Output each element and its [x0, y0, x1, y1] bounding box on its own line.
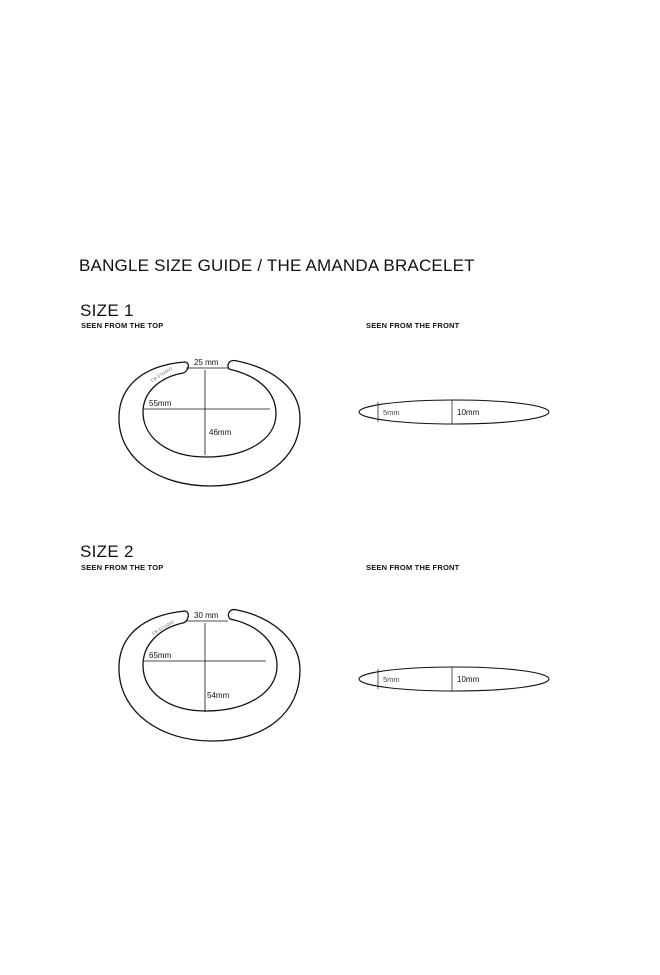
size-1-top-caption: SEEN FROM THE TOP — [81, 321, 164, 330]
size-2-top-view — [119, 610, 300, 741]
size-1-bangle-outline — [119, 361, 300, 486]
size-2-height-label: 54mm — [207, 691, 230, 700]
size-1-top-view — [119, 358, 300, 486]
size-1-front-left-label: 5mm — [383, 408, 400, 417]
size-2-bangle-outline — [119, 610, 300, 741]
size-2-width-label: 65mm — [149, 651, 172, 660]
size-2-front-right-label: 10mm — [457, 675, 480, 684]
page-title: BANGLE SIZE GUIDE / THE AMANDA BRACELET — [79, 256, 475, 275]
size-1-opening-label: 25 mm — [194, 358, 219, 367]
size-2-engraving: CB STUDIO — [151, 619, 175, 636]
size-2-front-left-label: 5mm — [383, 675, 400, 684]
size-2-front-view — [359, 667, 549, 691]
size-1-width-label: 55mm — [149, 399, 172, 408]
size-2-top-caption: SEEN FROM THE TOP — [81, 563, 164, 572]
size-1-front-right-label: 10mm — [457, 408, 480, 417]
size-2-front-caption: SEEN FROM THE FRONT — [366, 563, 460, 572]
size-2-opening-label: 30 mm — [194, 611, 219, 620]
size-1-heading: SIZE 1 — [80, 301, 134, 320]
size-1-height-label: 46mm — [209, 428, 232, 437]
size-1-front-view — [359, 400, 549, 424]
size-1-front-caption: SEEN FROM THE FRONT — [366, 321, 460, 330]
size-1-engraving: CB STUDIO — [149, 365, 174, 383]
size-2-heading: SIZE 2 — [80, 542, 134, 561]
